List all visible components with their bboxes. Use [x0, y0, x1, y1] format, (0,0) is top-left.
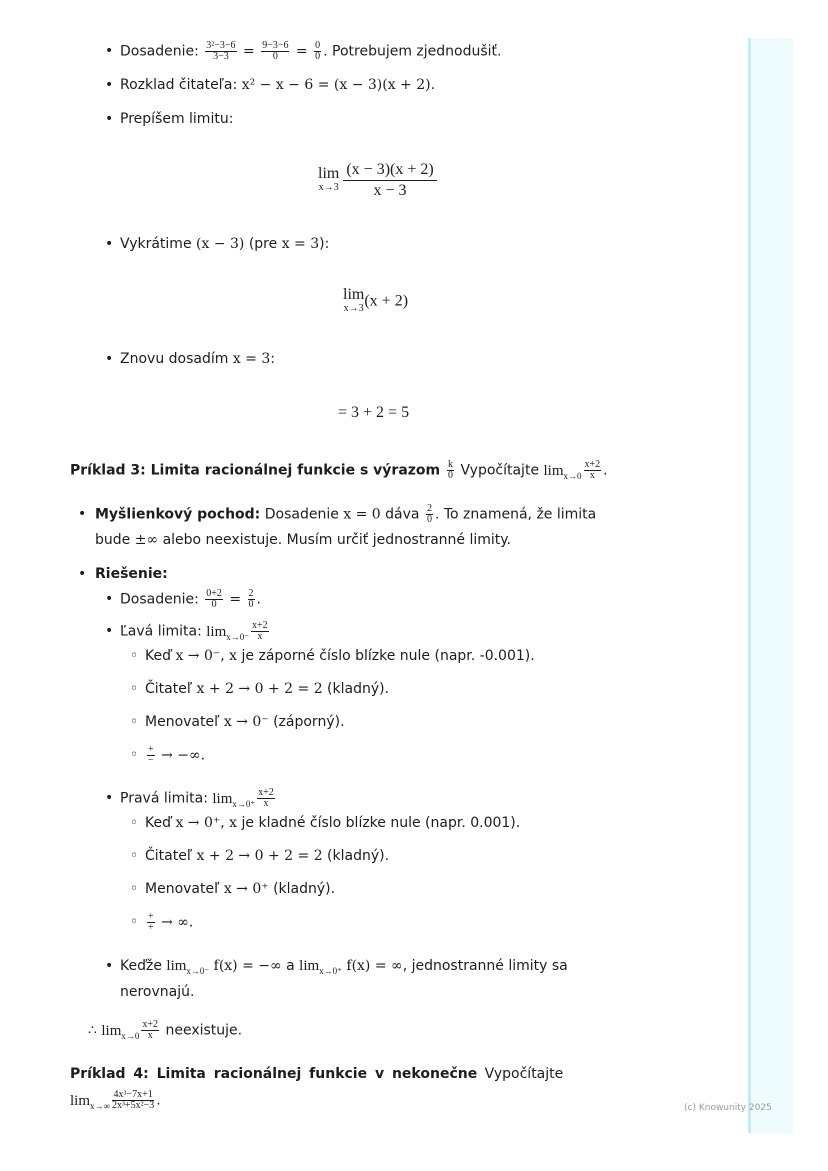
text: .: [430, 77, 436, 93]
bullet: ◦: [130, 681, 139, 697]
fraction: [251, 621, 269, 642]
lim-label: lim: [299, 958, 320, 974]
text: bude: [95, 532, 135, 548]
lim-subscript: x→3: [343, 303, 364, 314]
text-line: [120, 234, 329, 254]
denominator: x − 3: [373, 182, 407, 199]
fraction: [257, 788, 275, 809]
bullet: ◦: [130, 881, 139, 897]
math: → −∞.: [156, 747, 206, 764]
math: f(x) = ∞: [341, 958, 403, 974]
text: ,: [220, 815, 230, 831]
text: , jednostranné limity sa: [402, 958, 568, 974]
bullet: •: [105, 111, 114, 127]
text: Pravá limita:: [120, 790, 213, 807]
text-line: [120, 75, 435, 95]
text-line: [70, 460, 608, 486]
text: Vypočítajte: [456, 462, 544, 479]
math: x = 3: [232, 351, 271, 367]
numerator: 4x³−7x+1: [113, 1089, 153, 1100]
text-line: [120, 41, 501, 62]
expression: = 3 + 2 = 5: [338, 404, 410, 421]
copyright: (c) Knowunity 2025: [684, 1103, 772, 1113]
text-line: [120, 982, 194, 1002]
lim-subscript: x→0: [121, 1030, 140, 1041]
text: Keď: [145, 648, 176, 664]
text-line: [120, 589, 261, 610]
fraction: [447, 460, 454, 481]
text-line: [88, 1020, 242, 1046]
text-line: [70, 1064, 563, 1084]
numerator: 9−3−6: [262, 40, 289, 51]
numerator: +: [148, 744, 154, 755]
numerator: x+2: [252, 620, 268, 631]
text: Prepíšem limitu:: [120, 111, 234, 127]
text-line: [120, 788, 277, 814]
numerator: k: [448, 459, 454, 470]
fraction: [248, 589, 255, 610]
text: Dosadenie: [260, 506, 344, 523]
text: (kladný).: [322, 681, 390, 697]
fraction: [205, 41, 236, 62]
text-line: [145, 846, 389, 866]
text: ,: [220, 648, 230, 664]
limit: [318, 164, 340, 195]
numerator: 2: [248, 588, 254, 599]
text: Rozklad čitateľa:: [120, 77, 242, 93]
math: x → 0⁻: [223, 714, 269, 730]
math: x → 0⁺: [223, 881, 269, 897]
denominator: 0: [315, 51, 321, 62]
expression: (x + 2): [364, 292, 409, 310]
denominator: x: [263, 798, 269, 809]
bullet: •: [105, 591, 114, 607]
numerator: 0+2: [206, 588, 222, 599]
bullet: •: [105, 790, 114, 806]
bullet: •: [105, 43, 114, 59]
fraction: [147, 912, 155, 933]
bullet: •: [105, 351, 114, 367]
math: x = 3: [281, 236, 320, 252]
math: x + 2 → 0 + 2 = 2: [196, 681, 323, 697]
bold-text: Príklad 3: Limita racionálnej funkcie s výrazom: [70, 462, 446, 479]
text: Vykrátime: [120, 236, 197, 252]
bold-text: Riešenie:: [95, 566, 168, 582]
denominator: 0: [448, 470, 454, 481]
fraction: [584, 460, 602, 481]
denominator: 0: [272, 51, 278, 62]
text-line: [145, 912, 193, 933]
text-line: [145, 679, 389, 699]
limit: [212, 791, 255, 807]
bullet: •: [78, 566, 87, 582]
denominator: 0: [248, 599, 254, 610]
text: Dosadenie:: [120, 43, 204, 60]
text: Dosadenie:: [120, 591, 204, 608]
text-line: [120, 349, 275, 369]
text: .: [603, 462, 608, 479]
text: Čitateľ: [145, 681, 197, 697]
denominator: x: [589, 470, 595, 481]
math: =: [291, 43, 313, 60]
numerator: 0: [315, 40, 321, 51]
math: ∴: [88, 1022, 102, 1039]
fraction: [261, 41, 289, 62]
math: f(x) = −∞: [209, 958, 282, 974]
math: x → 0⁺: [175, 815, 221, 831]
bullet: ◦: [130, 815, 139, 831]
lim-label: lim: [166, 958, 187, 974]
text: neexistuje.: [161, 1022, 243, 1039]
text: alebo neexistuje. Musím určiť jednostranné limity.: [158, 532, 512, 548]
math: x = 0: [343, 506, 381, 523]
bullet: ◦: [130, 848, 139, 864]
math: x: [229, 815, 238, 831]
text: :: [270, 351, 275, 367]
text: Ľavá limita:: [120, 623, 207, 640]
text: ):: [319, 236, 330, 252]
text: Znovu dosadím: [120, 351, 233, 367]
fraction: [314, 41, 321, 62]
text: . To znamená, že limita: [434, 506, 597, 523]
math: → ∞.: [156, 914, 194, 931]
text: a: [281, 958, 300, 974]
limit: [166, 958, 209, 974]
math: =: [224, 591, 246, 608]
lim-subscript: x→0⁻: [186, 966, 210, 976]
bullet: •: [78, 506, 87, 522]
text-line: [145, 879, 335, 899]
text: .: [256, 591, 261, 608]
text: Keď: [145, 815, 176, 831]
display-equation: [343, 288, 408, 316]
math: ±∞: [134, 532, 159, 548]
fraction: [205, 589, 223, 610]
text-line: [95, 530, 511, 550]
math: =: [238, 43, 260, 60]
math: x → 0⁻: [175, 648, 221, 664]
bullet: ◦: [130, 747, 139, 763]
text: je záporné číslo blízke nule (napr. -0.001).: [237, 648, 535, 664]
math: x: [229, 648, 238, 664]
lim-subscript: x→0⁻: [226, 631, 250, 642]
lim-label: lim: [318, 164, 340, 182]
bullet: ◦: [130, 914, 139, 930]
text: (kladný).: [322, 848, 390, 864]
math: (x − 3): [196, 236, 245, 252]
bullet: •: [105, 77, 114, 93]
limit: [70, 1093, 110, 1109]
display-equation: [338, 404, 409, 422]
denominator: 3−3: [213, 51, 229, 62]
text-line: [95, 504, 596, 525]
denominator: −: [148, 755, 154, 766]
lim-subscript: x→∞: [90, 1100, 110, 1111]
bullet: •: [105, 623, 114, 639]
bullet: •: [105, 958, 114, 974]
text: (pre: [244, 236, 282, 252]
fraction: [147, 745, 155, 766]
text-line: [145, 813, 520, 833]
text: . Potrebujem zjednodušiť.: [323, 43, 502, 60]
lim-label: lim: [70, 1092, 91, 1109]
lim-subscript: x→3: [318, 181, 339, 193]
lim-label: lim: [543, 462, 564, 479]
text: dáva: [380, 506, 424, 523]
text: je kladné číslo blízke nule (napr. 0.001).: [237, 815, 521, 831]
limit: [101, 1023, 139, 1039]
lim-label: lim: [212, 790, 233, 807]
text: (záporný).: [268, 714, 345, 730]
display-equation: [318, 160, 437, 201]
denominator: 2x³+5x²−3: [111, 1100, 155, 1111]
fraction: [426, 504, 433, 525]
denominator: x: [257, 631, 263, 642]
math: x² − x − 6 = (x − 3)(x + 2): [241, 77, 431, 93]
bullet: ◦: [130, 714, 139, 730]
numerator: x+2: [142, 1019, 159, 1030]
text-line: [145, 712, 345, 732]
text-line: [95, 564, 168, 584]
text-line: [145, 646, 535, 666]
text: Čitateľ: [145, 848, 197, 864]
text: Menovateľ: [145, 881, 224, 897]
text: Menovateľ: [145, 714, 224, 730]
text: .: [156, 1092, 161, 1109]
numerator: (x − 3)(x + 2): [343, 160, 436, 181]
numerator: 2: [426, 503, 432, 514]
denominator: 0: [211, 599, 217, 610]
numerator: x+2: [584, 459, 601, 470]
denominator: 0: [426, 514, 432, 525]
denominator: x: [147, 1030, 153, 1041]
text: Vypočítajte: [477, 1066, 564, 1082]
fraction: [141, 1020, 159, 1041]
lim-subscript: x→0⁺: [232, 798, 256, 809]
bold-text: Príklad 4: Limita racionálnej funkcie v nekonečne: [70, 1066, 478, 1082]
math: x + 2 → 0 + 2 = 2: [196, 848, 323, 864]
text-line: [120, 621, 271, 647]
text: nerovnajú.: [120, 984, 195, 1000]
lim-subscript: x→0: [563, 470, 582, 481]
numerator: +: [148, 911, 154, 922]
text-line: [120, 109, 233, 129]
text-line: [70, 1090, 161, 1116]
limit: [544, 463, 582, 479]
text: Keďže: [120, 958, 167, 974]
limit: [299, 958, 342, 974]
bullet: ◦: [130, 648, 139, 664]
text-line: [145, 745, 205, 766]
lim-label: lim: [206, 623, 227, 640]
lim-label: lim: [343, 286, 365, 303]
numerator: x+2: [258, 787, 274, 798]
numerator: 3²−3−6: [206, 40, 236, 51]
limit: [343, 288, 364, 316]
bold-text: Myšlienkový pochod:: [95, 506, 261, 523]
bullet: •: [105, 236, 114, 252]
lim-label: lim: [101, 1022, 122, 1039]
text-line: [120, 956, 568, 981]
side-panel: [748, 38, 793, 1133]
denominator: +: [148, 922, 154, 933]
text: (kladný).: [268, 881, 336, 897]
limit: [206, 624, 249, 640]
lim-subscript: x→0⁺: [319, 966, 342, 976]
fraction: [343, 160, 436, 201]
fraction: [112, 1090, 154, 1111]
